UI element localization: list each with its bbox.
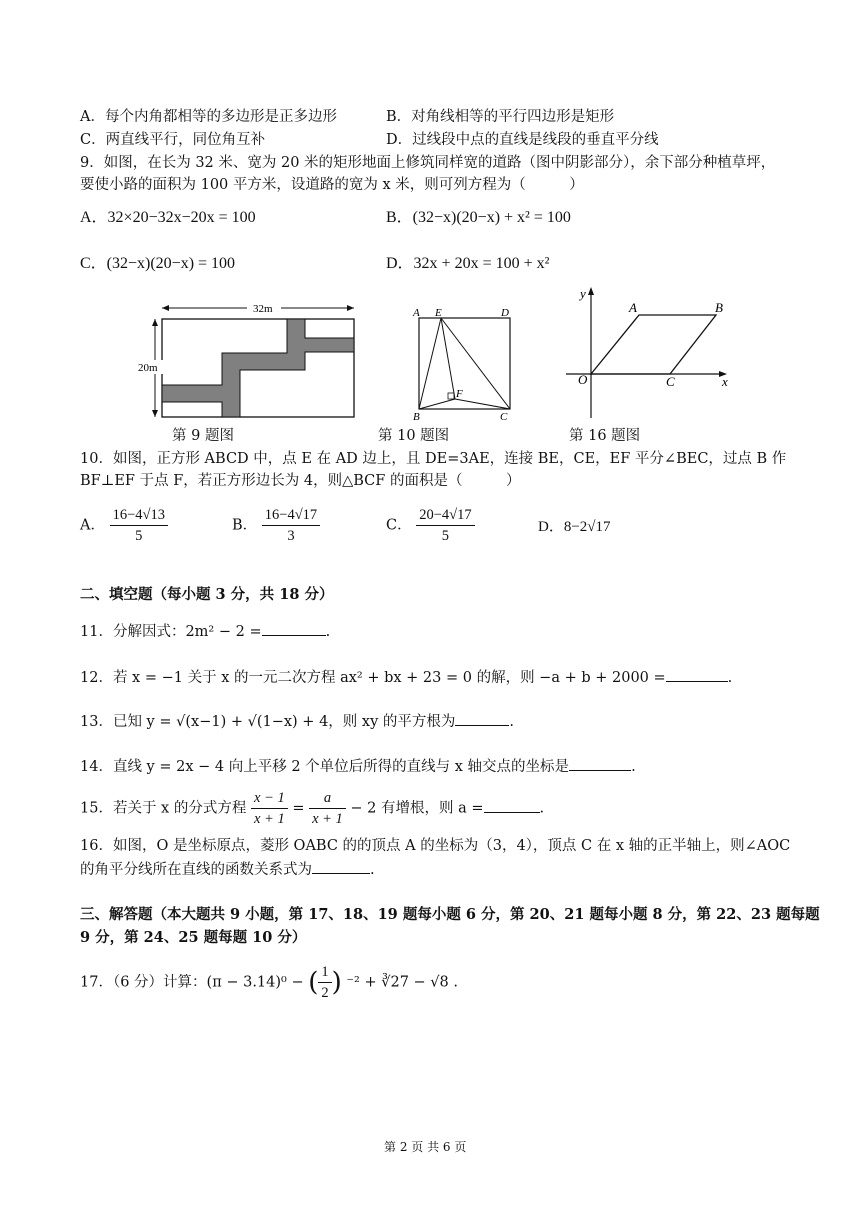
q10-stem-line1: 10．如图，正方形 ABCD 中，点 E 在 AD 边上，且 DE=3AE，连接 BE，CE，EF 平分∠BEC，过点 B 作	[80, 451, 787, 467]
fig16-label-b: B	[715, 300, 723, 315]
q9-option-c: C．(32−x)(20−x) = 100	[80, 255, 236, 272]
q14-answer-blank[interactable]	[569, 756, 631, 771]
fig16-axis-y: y	[580, 286, 586, 301]
q8-option-b: B．对角线相等的平行四边形是矩形	[386, 109, 615, 125]
fig10-label-a: A	[413, 307, 420, 319]
q11	[80, 621, 330, 642]
q8-option-a: A．每个内角都相等的多边形是正多边形	[80, 109, 337, 125]
q10-option-c	[386, 505, 475, 549]
q15-post: − 2 有增根，则 a =	[350, 800, 484, 817]
q10-option-a-label: A．	[80, 517, 105, 534]
section-2-title: 二、填空题（每小题 3 分，共 18 分）	[80, 586, 334, 603]
q17-post: ⁻² + ∛27 − √8 .	[346, 974, 458, 991]
q12	[80, 667, 732, 688]
q9-option-b: B．(32−x)(20−x) + x² = 100	[386, 209, 571, 226]
q15-fraction-left	[251, 788, 288, 829]
q10-option-c-numerator: 20−4√17	[416, 505, 474, 526]
q10-option-c-label: C．	[386, 517, 412, 534]
q10-option-b-numerator: 16−4√17	[262, 505, 320, 526]
q17-paren-open: (	[308, 967, 319, 998]
q13-text: 13．已知 y = √(x−1) + √(1−x) + 4，则 xy 的平方根为	[80, 714, 456, 730]
figure-10	[408, 302, 518, 424]
q13	[80, 711, 514, 732]
fig16-label-c: C	[666, 374, 675, 389]
q11-end: .	[325, 624, 331, 640]
q12-end: .	[727, 670, 733, 686]
q15-fraction-right	[309, 788, 346, 829]
fig16-caption: 第 16 题图	[569, 428, 641, 444]
q15-fraction-right-numerator: a	[309, 788, 346, 809]
fig10-label-f: F	[456, 388, 463, 400]
fig10-label-b: B	[413, 411, 420, 423]
q17-pre: 17．（6 分）计算：(π − 3.14)⁰ −	[80, 974, 304, 991]
q17-paren-close: )	[331, 967, 342, 998]
fig9-length-label: 32m	[253, 303, 273, 315]
q15-pre: 15．若关于 x 的分式方程	[80, 800, 247, 817]
q11-text: 11．分解因式：2m² − 2 =	[80, 624, 262, 640]
q10-option-c-denominator: 5	[441, 528, 450, 544]
q17	[80, 962, 458, 1006]
q13-answer-blank[interactable]	[455, 711, 509, 726]
q14	[80, 756, 636, 777]
q10-option-b-denominator: 3	[287, 528, 295, 544]
q9-option-d: D．32x + 20x = 100 + x²	[386, 255, 550, 272]
q9-stem-line2: 要使小路的面积为 100 平方米，设道路的宽为 x 米，则可列方程为（ ）	[80, 177, 584, 193]
q10-option-b-fraction	[262, 505, 320, 546]
q10-stem-line2: BF⊥EF 于点 F，若正方形边长为 4，则△BCF 的面积是（ ）	[80, 473, 521, 489]
q16-answer-blank[interactable]	[312, 859, 370, 874]
q10-option-d: D．8−2√17	[538, 519, 611, 535]
q10-option-a	[80, 505, 168, 549]
q12-answer-blank[interactable]	[666, 667, 728, 682]
q10-option-a-denominator: 5	[135, 528, 143, 544]
q17-fraction	[318, 962, 331, 1003]
q13-end: .	[509, 714, 514, 730]
q10-option-a-fraction	[110, 505, 168, 546]
q10-option-b-label: B．	[232, 517, 258, 534]
page-footer: 第 2 页 共 6 页	[384, 1140, 467, 1154]
q16-stem-line2-wrap	[80, 859, 375, 880]
fig10-label-e: E	[435, 307, 442, 319]
section-3-title-line2: 9 分，第 24、25 题每题 10 分）	[80, 929, 307, 946]
fig16-label-a: A	[629, 300, 637, 315]
q15-answer-blank[interactable]	[484, 798, 540, 813]
q9-option-a: A．32×20−32x−20x = 100	[80, 209, 256, 226]
fig9-width-label: 20m	[138, 362, 158, 374]
q14-text: 14．直线 y = 2x − 4 向上平移 2 个单位后所得的直线与 x 轴交点的坐标是	[80, 759, 570, 775]
q15-equals: =	[292, 800, 305, 817]
q16-stem-line2: 的角平分线所在直线的函数关系式为	[80, 862, 312, 878]
q10-option-b	[232, 505, 320, 549]
q17-fraction-numerator: 1	[318, 962, 331, 983]
fig16-axis-x: x	[722, 374, 728, 389]
figure-9	[135, 300, 365, 425]
q10-option-c-fraction	[416, 505, 474, 546]
q17-fraction-denominator: 2	[321, 985, 329, 1001]
fig10-caption: 第 10 题图	[378, 428, 450, 444]
q15-fraction-left-numerator: x − 1	[251, 788, 288, 809]
q8-option-c: C．两直线平行，同位角互补	[80, 132, 266, 148]
q16-end: .	[370, 862, 375, 878]
q9-stem-line1: 9．如图，在长为 32 米、宽为 20 米的矩形地面上修筑同样宽的道路（图中阴影部分），余下部分种植草坪，	[80, 155, 776, 171]
section-3-title-line1: 三、解答题（本大题共 9 小题，第 17、18、19 题每小题 6 分，第 20、21 题每小题 8 分，第 22、23 题每题	[80, 906, 820, 923]
q15-fraction-left-denominator: x + 1	[253, 811, 285, 827]
fig10-label-c: C	[500, 411, 508, 423]
q11-answer-blank[interactable]	[262, 621, 326, 636]
q10-option-a-numerator: 16−4√13	[110, 505, 168, 526]
q15	[80, 788, 544, 832]
q16-stem-line1: 16．如图，O 是坐标原点，菱形 OABC 的的顶点 A 的坐标为（3，4），顶点 C 在 x 轴的正半轴上，则∠AOC	[80, 838, 791, 854]
figure-16	[562, 283, 737, 423]
q15-fraction-right-denominator: x + 1	[312, 811, 343, 827]
q12-text: 12．若 x = −1 关于 x 的一元二次方程 ax² + bx + 23 = 0 的解，则 −a + b + 2000 =	[80, 670, 666, 686]
q8-option-d: D．过线段中点的直线是线段的垂直平分线	[386, 132, 659, 148]
fig16-label-o: O	[578, 372, 588, 387]
fig10-label-d: D	[501, 307, 509, 319]
fig9-caption: 第 9 题图	[172, 428, 234, 444]
q14-end: .	[631, 759, 636, 775]
q15-end: .	[539, 800, 545, 817]
